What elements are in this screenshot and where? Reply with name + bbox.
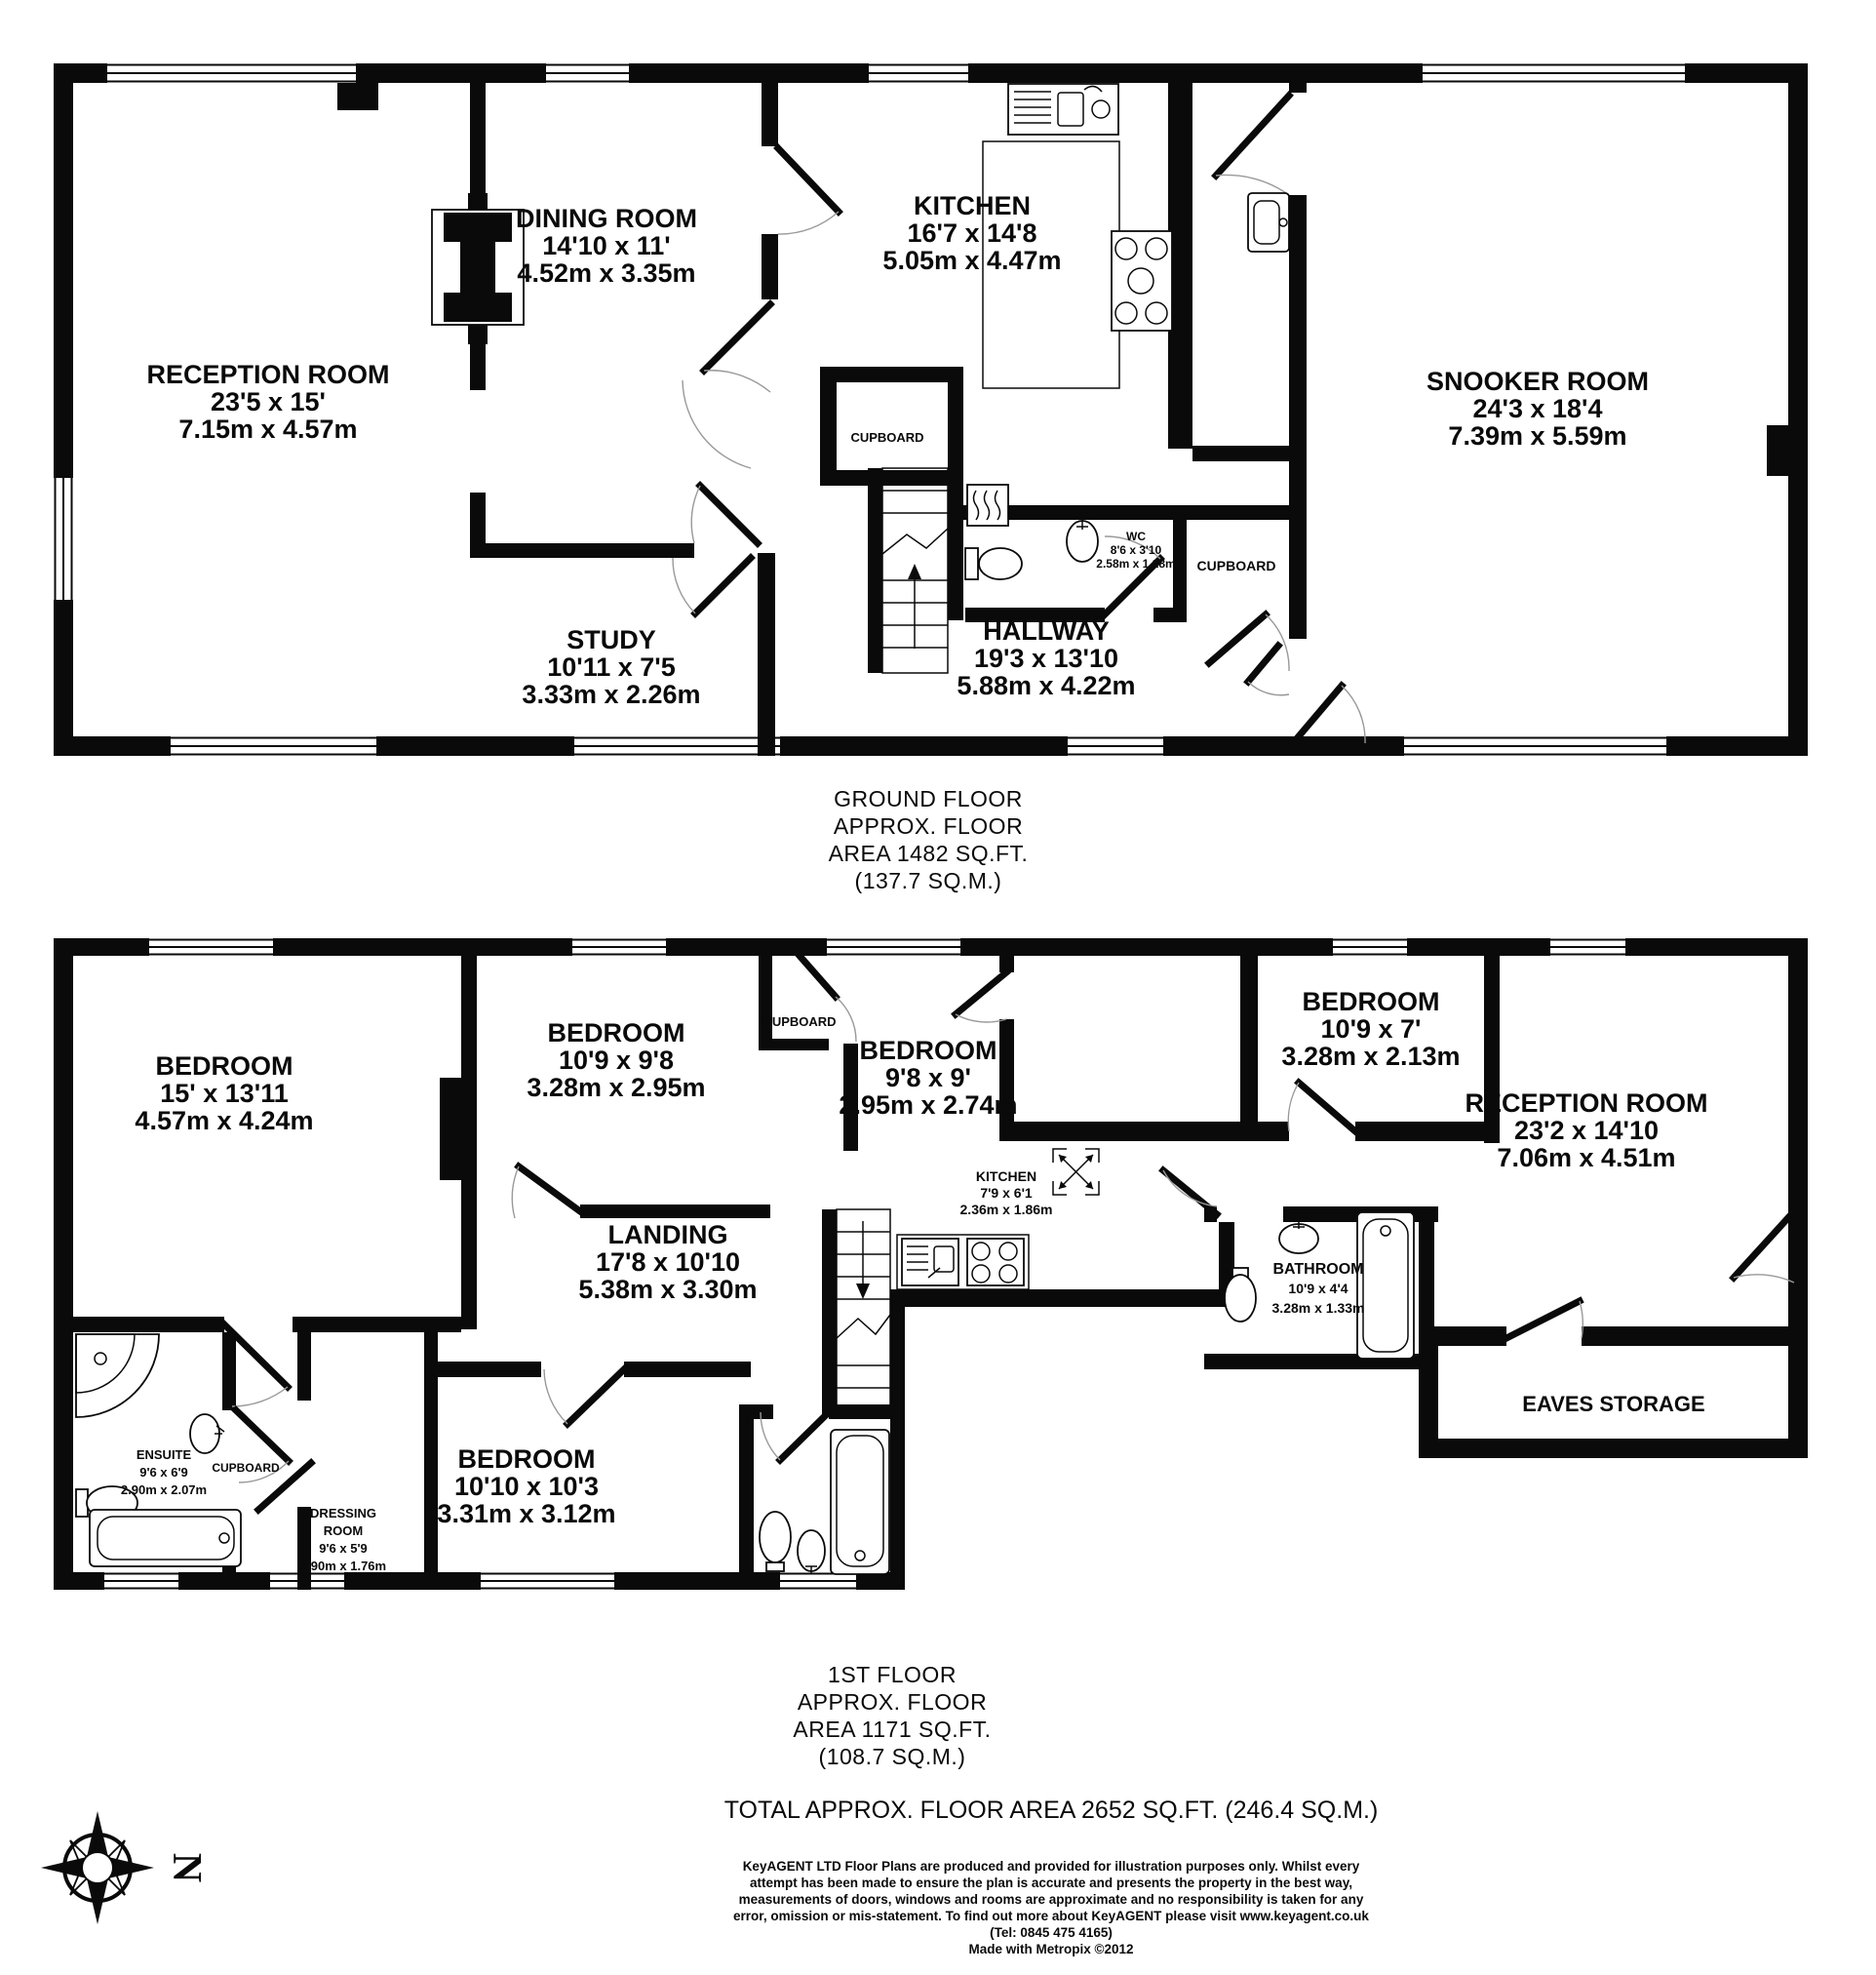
gf-boiler-icon: [967, 485, 1008, 526]
ff-caption: [793, 1662, 991, 1769]
ff-hob-icon: [967, 1239, 1024, 1285]
label-ff-bedroom4-name: BEDROOM: [1302, 987, 1440, 1016]
label-ff-bedroom3-name: BEDROOM: [859, 1036, 997, 1065]
label-gf-cupboard-hall: CUPBOARD: [1196, 558, 1276, 573]
label-ff-ensuite-imperial: 9'6 x 6'9: [139, 1465, 188, 1480]
disclaimer-line3: measurements of doors, windows and rooms are approximate and no responsibility is taken for any: [738, 1892, 1364, 1907]
label-ff-reception-name: RECEPTION ROOM: [1465, 1088, 1708, 1118]
gf-caption-line1: GROUND FLOOR: [834, 786, 1023, 811]
label-ff-landing-imperial: 17'8 x 10'10: [596, 1247, 740, 1277]
label-ff-bedroom3-imperial: 9'8 x 9': [885, 1063, 971, 1092]
label-ff-cupboard-low: CUPBOARD: [212, 1461, 280, 1475]
label-ff-reception-imperial: 23'2 x 14'10: [1514, 1116, 1659, 1145]
label-ff-bedroom2-imperial: 10'9 x 9'8: [559, 1046, 674, 1075]
label-gf-reception-imperial: 23'5 x 15': [211, 387, 326, 416]
ff-ensuite-sink-icon: [190, 1414, 224, 1453]
label-ff-reception-metric: 7.06m x 4.51m: [1497, 1143, 1676, 1172]
ff-stairs: [837, 1209, 890, 1414]
gf-stairs: [882, 468, 948, 673]
label-gf-kitchen-metric: 5.05m x 4.47m: [882, 246, 1062, 275]
label-ff-bedroom2-name: BEDROOM: [547, 1018, 685, 1047]
first-floor-plan: [54, 938, 1808, 1769]
label-ff-dressing-line4: 2.90m x 1.76m: [299, 1559, 387, 1573]
ff-caption-line1: 1ST FLOOR: [828, 1662, 957, 1687]
disclaimer-line6: Made with Metropix ©2012: [968, 1942, 1134, 1956]
ground-floor-plan: [54, 63, 1808, 893]
label-gf-study-imperial: 10'11 x 7'5: [547, 652, 676, 682]
label-gf-hallway-metric: 5.88m x 4.22m: [957, 671, 1136, 700]
ff-bathroom2-bath-icon: [831, 1430, 889, 1574]
label-gf-reception-name: RECEPTION ROOM: [146, 360, 390, 389]
label-gf-kitchen-imperial: 16'7 x 14'8: [907, 218, 1037, 248]
label-gf-snooker-imperial: 24'3 x 18'4: [1472, 394, 1603, 423]
total-area-line: TOTAL APPROX. FLOOR AREA 2652 SQ.FT. (246.4 SQ.M.): [723, 1797, 1379, 1824]
gf-caption: [829, 786, 1029, 893]
label-ff-kitchen-name: KITCHEN: [975, 1168, 1037, 1184]
label-ff-bedroom1-metric: 4.57m x 4.24m: [135, 1106, 314, 1135]
label-ff-bedroom3-metric: 2.95m x 2.74m: [839, 1090, 1018, 1120]
label-gf-snooker-name: SNOOKER ROOM: [1426, 367, 1650, 396]
label-ff-bedroom4-metric: 3.28m x 2.13m: [1281, 1042, 1461, 1071]
disclaimer-line5: (Tel: 0845 475 4165): [990, 1925, 1113, 1940]
gf-utility-sink-icon: [1248, 193, 1289, 252]
gf-wc-toilet-icon: [965, 548, 1022, 579]
label-ff-dressing-line3: 9'6 x 5'9: [319, 1541, 368, 1556]
disclaimer-line4: error, omission or mis-statement. To find out more about KeyAGENT please visit www.keyagent.co.uk: [733, 1909, 1369, 1923]
disclaimer-line2: attempt has been made to ensure the plan is accurate and presents the property in the best way,: [750, 1876, 1352, 1890]
ff-caption-line4: (108.7 SQ.M.): [818, 1744, 966, 1769]
label-ff-bathroom-metric: 3.28m x 1.33m: [1271, 1300, 1365, 1316]
label-gf-reception-metric: 7.15m x 4.57m: [178, 415, 358, 444]
label-ff-bedroom4-imperial: 10'9 x 7': [1320, 1014, 1422, 1044]
gf-kitchen-sink-icon: [1008, 84, 1118, 135]
ff-ensuite-shower-icon: [76, 1334, 159, 1417]
label-gf-dining-imperial: 14'10 x 11': [542, 231, 671, 260]
label-ff-bathroom-imperial: 10'9 x 4'4: [1288, 1281, 1348, 1296]
label-ff-dressing-line1: DRESSING: [310, 1506, 376, 1521]
gf-caption-line4: (137.7 SQ.M.): [854, 868, 1002, 893]
ff-bathroom-bath-icon: [1357, 1212, 1414, 1359]
label-gf-study-metric: 3.33m x 2.26m: [522, 680, 701, 709]
compass-north-label: N: [164, 1852, 209, 1883]
label-ff-kitchen-imperial: 7'9 x 6'1: [980, 1185, 1033, 1201]
fireplace-icon: [432, 193, 524, 344]
label-ff-ensuite-name: ENSUITE: [136, 1447, 192, 1462]
label-ff-landing-name: LANDING: [607, 1220, 728, 1249]
gf-labels: [146, 191, 1649, 709]
ff-caption-line3: AREA 1171 SQ.FT.: [793, 1717, 992, 1742]
label-ff-kitchen-metric: 2.36m x 1.86m: [959, 1202, 1053, 1217]
label-gf-kitchen-name: KITCHEN: [914, 191, 1031, 220]
label-gf-dining-name: DINING ROOM: [516, 204, 697, 233]
label-ff-bedroom2-metric: 3.28m x 2.95m: [527, 1073, 706, 1102]
label-ff-bedroom5-metric: 3.31m x 3.12m: [437, 1499, 616, 1528]
label-ff-eaves: EAVES STORAGE: [1522, 1392, 1705, 1416]
label-ff-bathroom-name: BATHROOM: [1272, 1261, 1364, 1278]
disclaimer-line1: KeyAGENT LTD Floor Plans are produced and provided for illustration purposes only. Whilst every: [742, 1859, 1360, 1874]
ff-bathroom-sink-icon: [1279, 1221, 1318, 1253]
gf-caption-line3: AREA 1482 SQ.FT.: [828, 841, 1029, 866]
ff-ensuite-bath-icon: [90, 1510, 241, 1566]
gf-caption-line2: APPROX. FLOOR: [833, 813, 1024, 839]
label-gf-snooker-metric: 7.39m x 5.59m: [1448, 421, 1627, 451]
label-gf-wc-metric: 2.58m x 1.18m: [1096, 557, 1176, 571]
label-ff-ensuite-metric: 2.90m x 2.07m: [120, 1482, 208, 1497]
disclaimer: [733, 1859, 1369, 1956]
label-gf-wc-name: WC: [1126, 530, 1146, 543]
label-gf-hallway-name: HALLWAY: [983, 616, 1110, 646]
ff-bathroom2-toilet-icon: [760, 1512, 791, 1571]
label-ff-dressing-line2: ROOM: [323, 1523, 364, 1538]
label-gf-wc-imperial: 8'6 x 3'10: [1110, 543, 1162, 557]
label-ff-cupboard-top: CUPBOARD: [762, 1014, 837, 1029]
label-ff-bedroom5-name: BEDROOM: [457, 1444, 596, 1474]
label-ff-bedroom5-imperial: 10'10 x 10'3: [454, 1472, 599, 1501]
ff-caption-line2: APPROX. FLOOR: [797, 1689, 988, 1715]
compass-rose-icon: [41, 1811, 209, 1924]
label-ff-bedroom1-imperial: 15' x 13'11: [160, 1079, 289, 1108]
ff-bathroom2-sink-icon: [798, 1530, 825, 1574]
label-ff-landing-metric: 5.38m x 3.30m: [578, 1275, 758, 1304]
gf-wc-sink-icon: [1067, 520, 1098, 562]
label-gf-dining-metric: 4.52m x 3.35m: [517, 258, 696, 288]
label-gf-study-name: STUDY: [567, 625, 656, 654]
label-gf-cupboard-stairs: CUPBOARD: [850, 430, 924, 445]
label-gf-hallway-imperial: 19'3 x 13'10: [974, 644, 1118, 673]
label-ff-bedroom1-name: BEDROOM: [155, 1051, 293, 1081]
ff-skylight-icon: [1053, 1149, 1099, 1195]
